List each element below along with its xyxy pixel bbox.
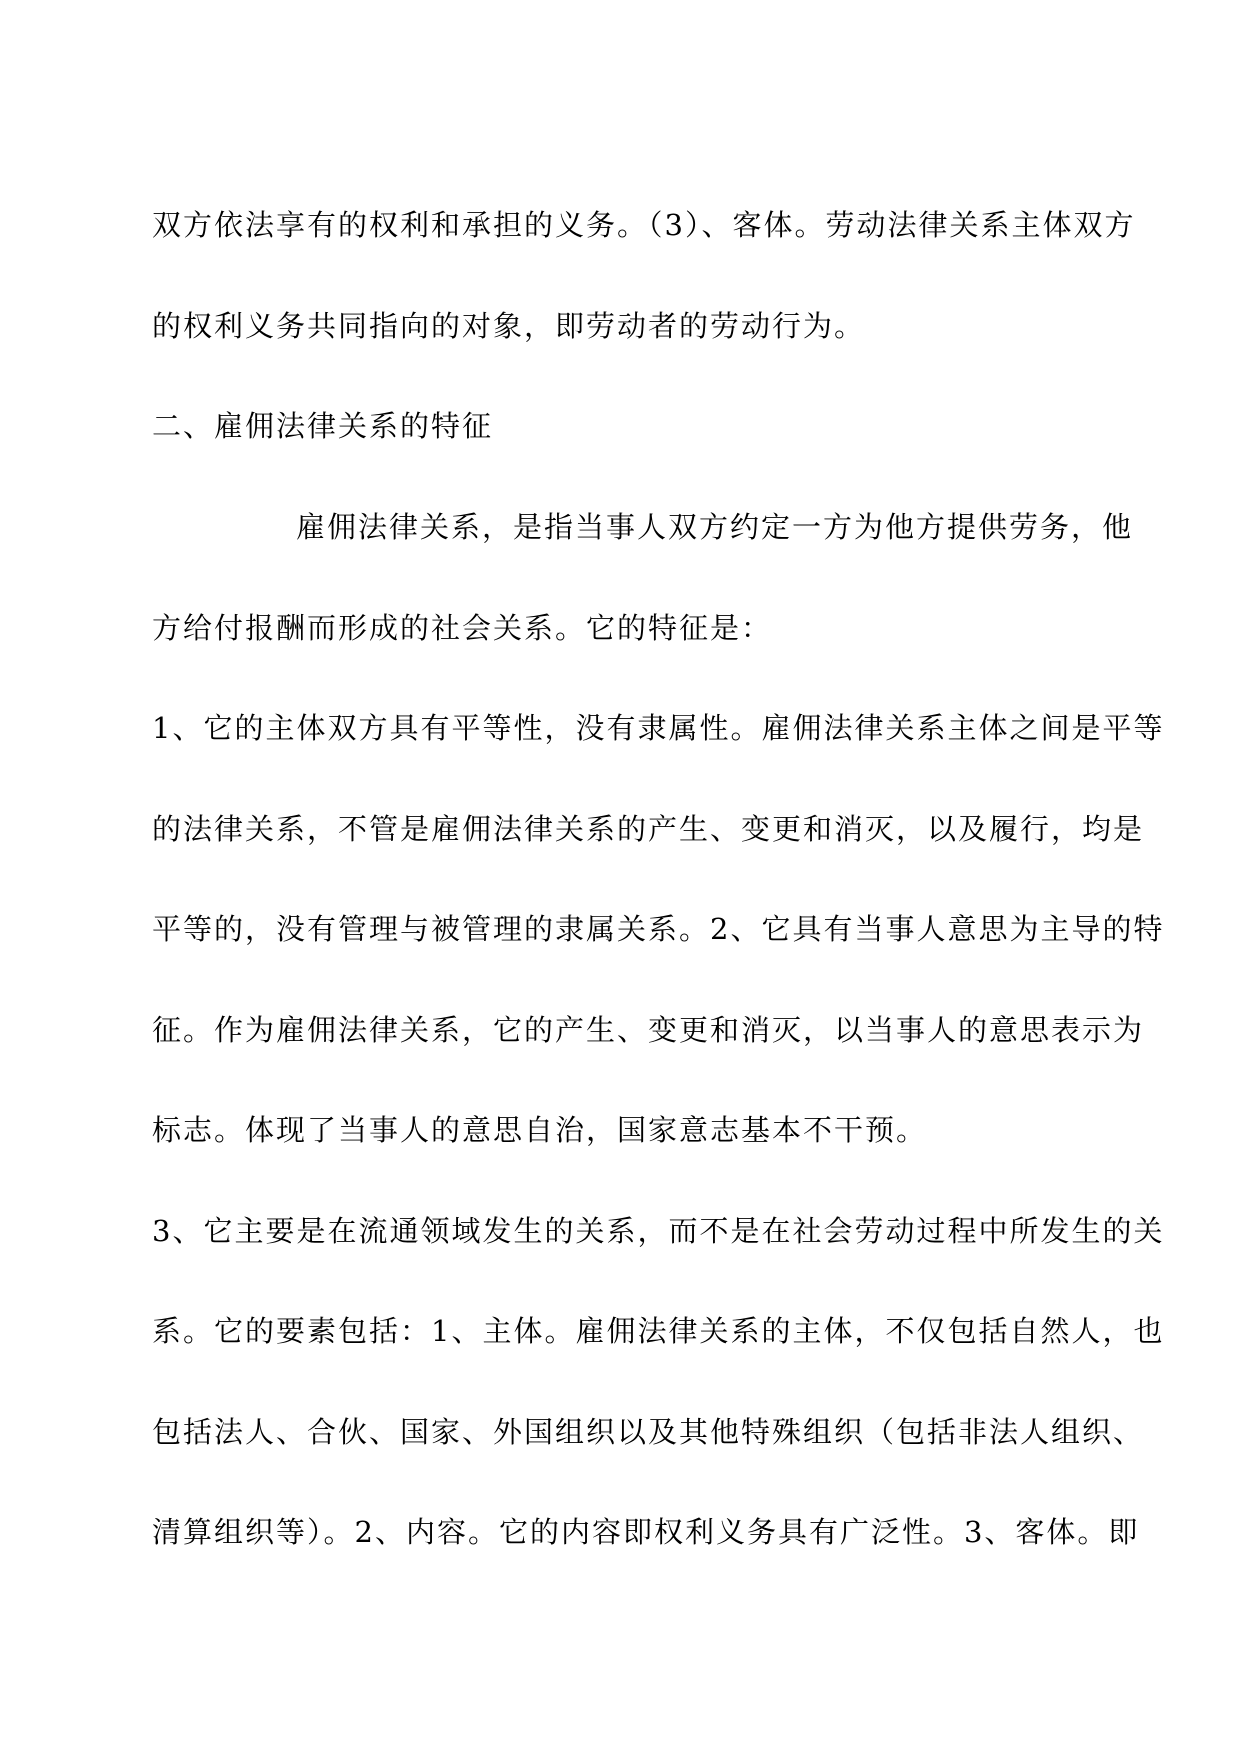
- text-line: 标志。体现了当事人的意思自治，国家意志基本不干预。: [152, 1113, 928, 1147]
- text-line: 的法律关系，不管是雇佣法律关系的产生、变更和消灭，以及履行，均是: [152, 812, 1145, 846]
- text-line: 征。作为雇佣法律关系，它的产生、变更和消灭，以当事人的意思表示为: [152, 1013, 1145, 1047]
- text-line: 的权利义务共同指向的对象，即劳动者的劳动行为。: [152, 309, 866, 343]
- text-line: 1、它的主体双方具有平等性，没有隶属性。雇佣法律关系主体之间是平等: [152, 711, 1165, 745]
- paragraph-first-line: 雇佣法律关系，是指当事人双方约定一方为他方提供劳务，他: [296, 510, 1134, 544]
- text-line: 平等的，没有管理与被管理的隶属关系。2、它具有当事人意思为主导的特: [152, 912, 1165, 946]
- text-line: 3、它主要是在流通领域发生的关系，而不是在社会劳动过程中所发生的关: [152, 1214, 1165, 1248]
- section-heading: 二、雇佣法律关系的特征: [152, 409, 494, 443]
- text-line: 双方依法享有的权利和承担的义务。（3）、客体。劳动法律关系主体双方: [152, 208, 1136, 242]
- text-line: 清算组织等）。2、内容。它的内容即权利义务具有广泛性。3、客体。即: [152, 1515, 1140, 1549]
- text-line: 方给付报酬而形成的社会关系。它的特征是：: [152, 611, 773, 645]
- text-line: 系。它的要素包括：1、主体。雇佣法律关系的主体，不仅包括自然人，也: [152, 1314, 1165, 1348]
- text-line: 包括法人、合伙、国家、外国组织以及其他特殊组织（包括非法人组织、: [152, 1415, 1145, 1449]
